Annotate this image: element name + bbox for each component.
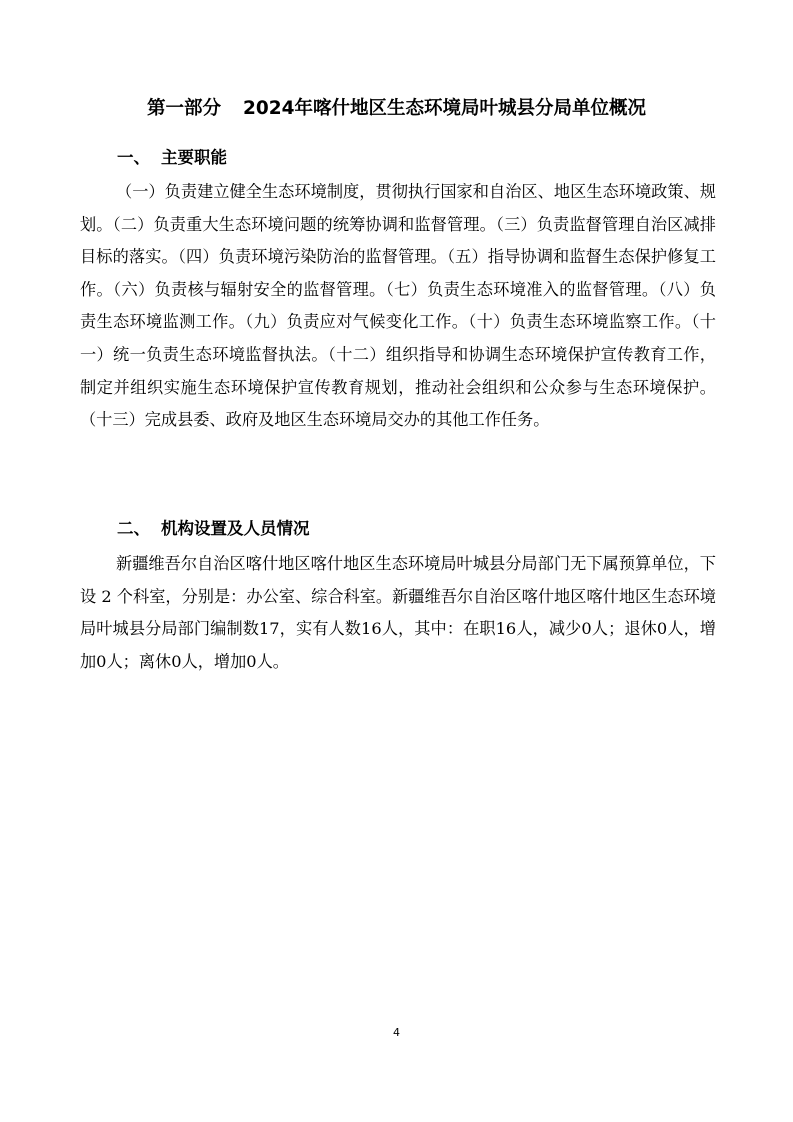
section-heading-text: 机构设置及人员情况: [161, 519, 310, 538]
main-functions-paragraph: （一）负责建立健全生态环境制度，贯彻执行国家和自治区、地区生态环境政策、规划。（二）负责重大生态环境问题的统筹协调和监督管理。（三）负责监督管理自治区减排目标的落实。（四）负责环境污染防治的监督管理。（五）指导协调和监督生态保护修复工作。（六）负责核与辐射安全的监督管理。（七）负责生态环境准入的监督管理。（八）负责生态环境监测工作。（九）负责应对气候变化工作。（十）负责生态环境监察工作。（十一）统一负责生态环境监督执法。（十二）组织指导和协调生态环境保护宣传教育工作，制定并组织实施生态环境保护宣传教育规划，推动社会组织和公众参与生态环境保护。 （十三）完成县委、政府及地区生态环境局交办的其他工作任务。: [80, 182, 716, 430]
title-part: 第一部分: [146, 98, 221, 119]
section-heading-organization-staffing: [117, 517, 310, 541]
title-name: 2024年喀什地区生态环境局叶城县分局单位概况: [243, 98, 646, 119]
section-number: 一、: [117, 148, 150, 167]
page-number: 4: [393, 1026, 400, 1039]
section-heading-text: 主要职能: [161, 148, 227, 167]
section-heading-main-functions: [117, 146, 227, 170]
section-number: 二、: [117, 519, 150, 538]
organization-staffing-paragraph: 新疆维吾尔自治区喀什地区喀什地区生态环境局叶城县分局部门无下属预算单位，下设 2 个科室，分别是：办公室、综合科室。新疆维吾尔自治区喀什地区喀什地区生态环境局叶城县分局部门编制数17，实有人数16人，其中：在职16人，减少0人；退休0人，增加0人；离休0人，增加0人。: [80, 554, 716, 671]
page-title: [80, 96, 713, 122]
